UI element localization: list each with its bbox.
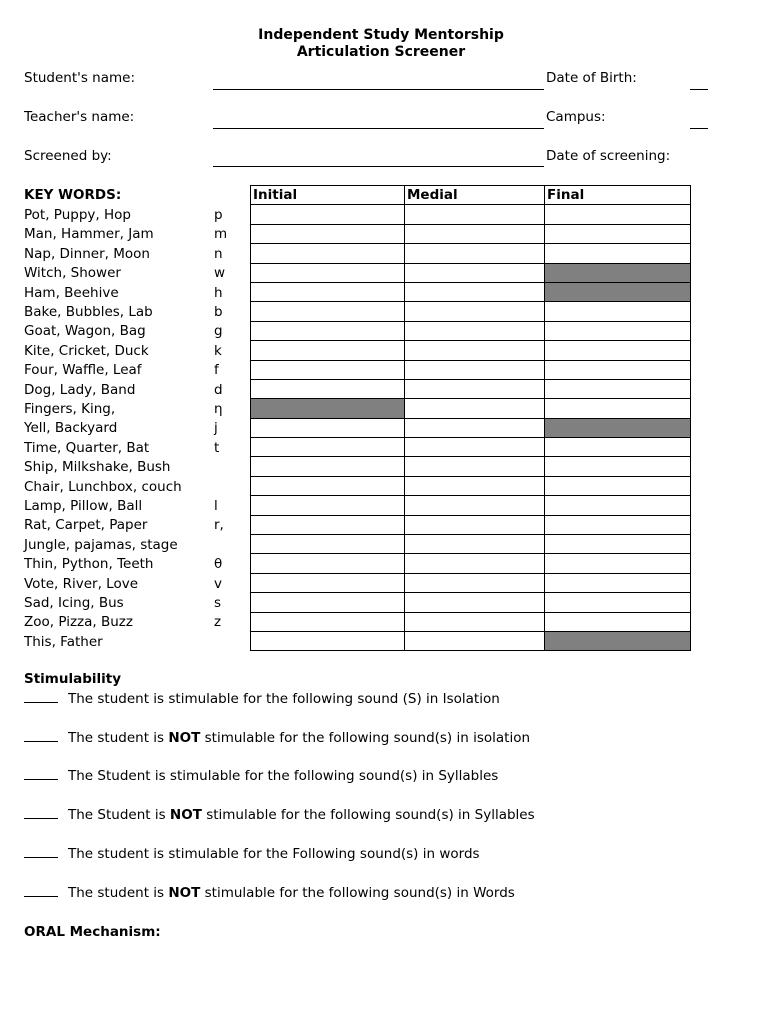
table-header-row: [251, 186, 691, 205]
stimulability-item: [24, 807, 535, 823]
sound-symbol: g: [214, 323, 223, 340]
table-row: [251, 321, 691, 340]
cell-medial[interactable]: [405, 612, 545, 631]
cell-initial[interactable]: [251, 360, 405, 379]
sound-symbol: b: [214, 304, 223, 320]
table-row: [251, 205, 691, 224]
cell-final[interactable]: [545, 496, 691, 515]
cell-final[interactable]: [545, 457, 691, 476]
table-row: [251, 457, 691, 476]
key-word-row: Kite, Cricket, Duck: [24, 342, 149, 359]
cell-final: [545, 282, 691, 301]
cell-final[interactable]: [545, 535, 691, 554]
cell-medial[interactable]: [405, 321, 545, 340]
sound-symbol: η: [214, 401, 223, 417]
key-word-row: Sad, Icing, Bus: [24, 595, 124, 611]
screened-by-field[interactable]: [213, 166, 544, 167]
key-word-row: Ham, Beehive: [24, 284, 119, 301]
cell-initial[interactable]: [251, 438, 405, 457]
table-row: [251, 418, 691, 437]
check-blank[interactable]: [24, 692, 58, 703]
cell-final[interactable]: [545, 399, 691, 418]
table-row: [251, 263, 691, 282]
key-word-row: Fingers, King,: [24, 401, 116, 417]
cell-final[interactable]: [545, 476, 691, 495]
cell-final[interactable]: [545, 341, 691, 360]
table-row: [251, 341, 691, 360]
cell-initial[interactable]: [251, 224, 405, 243]
cell-initial[interactable]: [251, 379, 405, 398]
key-word-row: Four, Waffle, Leaf: [24, 362, 142, 379]
sound-symbol: h: [214, 284, 223, 301]
cell-final[interactable]: [545, 321, 691, 340]
cell-initial[interactable]: [251, 631, 405, 650]
key-word-row: Zoo, Pizza, Buzz: [24, 614, 133, 631]
cell-initial[interactable]: [251, 457, 405, 476]
table-row: [251, 379, 691, 398]
cell-final[interactable]: [545, 205, 691, 224]
cell-final[interactable]: [545, 224, 691, 243]
table-row: [251, 282, 691, 301]
cell-final[interactable]: [545, 554, 691, 573]
cell-final[interactable]: [545, 244, 691, 263]
cell-initial[interactable]: [251, 244, 405, 263]
key-word-row: Jungle, pajamas, stage: [24, 536, 178, 553]
cell-final[interactable]: [545, 360, 691, 379]
table-row: [251, 515, 691, 534]
sound-symbol: j: [214, 420, 218, 437]
table-row: [251, 554, 691, 573]
cell-medial[interactable]: [405, 496, 545, 515]
campus-label: Campus:: [546, 109, 606, 125]
key-word-row: Thin, Python, Teeth: [24, 556, 154, 573]
table-row: [251, 573, 691, 592]
sound-symbol: v: [214, 575, 222, 592]
sound-symbol: p: [214, 207, 223, 223]
cell-final[interactable]: [545, 612, 691, 631]
key-word-row: Ship, Milkshake, Bush: [24, 459, 171, 476]
column-header-medial: Medial: [405, 186, 545, 205]
cell-final[interactable]: [545, 573, 691, 592]
cell-initial[interactable]: [251, 418, 405, 437]
table-row: [251, 612, 691, 631]
stimulability-text: The Student is: [68, 807, 170, 823]
date-of-screening-label: Date of screening:: [546, 148, 671, 164]
table-row: [251, 496, 691, 515]
cell-initial: [251, 399, 405, 418]
table-row: [251, 244, 691, 263]
table-row: [251, 535, 691, 554]
cell-medial[interactable]: [405, 205, 545, 224]
document-title-line1: Independent Study Mentorship: [258, 27, 504, 43]
oral-mechanism-heading: ORAL Mechanism:: [24, 924, 161, 940]
cell-final[interactable]: [545, 438, 691, 457]
cell-medial[interactable]: [405, 593, 545, 612]
cell-initial[interactable]: [251, 535, 405, 554]
key-word-row: Bake, Bubbles, Lab: [24, 304, 153, 320]
check-blank[interactable]: [24, 808, 58, 819]
cell-initial[interactable]: [251, 282, 405, 301]
sound-symbol: t: [214, 439, 220, 456]
sound-symbol: s: [214, 595, 222, 611]
cell-medial[interactable]: [405, 476, 545, 495]
sound-symbol: θ: [214, 556, 223, 573]
check-blank[interactable]: [24, 886, 58, 897]
document-title-line2: Articulation Screener: [296, 44, 466, 60]
cell-medial[interactable]: [405, 379, 545, 398]
sound-symbol: z: [214, 614, 222, 631]
cell-initial[interactable]: [251, 496, 405, 515]
key-word-row: Time, Quarter, Bat: [24, 439, 150, 456]
key-word-row: Dog, Lady, Band: [24, 381, 136, 398]
cell-medial[interactable]: [405, 418, 545, 437]
check-blank[interactable]: [24, 769, 58, 780]
stimulability-heading: Stimulability: [24, 671, 122, 687]
table-row: [251, 438, 691, 457]
cell-medial[interactable]: [405, 631, 545, 650]
sound-symbol: m: [214, 226, 228, 243]
key-word-row: This, Father: [24, 633, 103, 650]
column-header-final: Final: [545, 186, 691, 205]
check-blank[interactable]: [24, 731, 58, 742]
table-row: [251, 360, 691, 379]
cell-initial[interactable]: [251, 341, 405, 360]
stimulability-item: [24, 885, 515, 901]
cell-final[interactable]: [545, 593, 691, 612]
date-of-birth-label: Date of Birth:: [546, 70, 637, 86]
cell-initial[interactable]: [251, 573, 405, 592]
cell-initial[interactable]: [251, 205, 405, 224]
cell-medial[interactable]: [405, 360, 545, 379]
key-word-row: Nap, Dinner, Moon: [24, 245, 150, 262]
cell-final[interactable]: [545, 379, 691, 398]
key-word-row: Yell, Backyard: [24, 420, 118, 437]
sound-symbol: f: [214, 362, 219, 379]
sound-symbol: w: [214, 265, 226, 282]
cell-initial[interactable]: [251, 593, 405, 612]
stimulability-text: The student is stimulable for the following sound (S) in Isolation: [68, 691, 500, 707]
teacher-name-field[interactable]: [213, 128, 544, 129]
cell-initial[interactable]: [251, 302, 405, 321]
key-word-row: Witch, Shower: [24, 265, 121, 282]
sound-symbol: r,: [214, 517, 224, 534]
date-of-birth-field[interactable]: [690, 89, 708, 90]
cell-initial[interactable]: [251, 554, 405, 573]
sound-symbol: d: [214, 381, 223, 398]
key-word-row: Pot, Puppy, Hop: [24, 207, 131, 223]
stimulability-text: The student is: [68, 885, 169, 901]
student-name-field[interactable]: [213, 89, 544, 90]
sound-symbol: n: [214, 245, 223, 262]
teacher-name-label: Teacher's name:: [24, 109, 135, 125]
cell-medial[interactable]: [405, 341, 545, 360]
cell-medial[interactable]: [405, 535, 545, 554]
stimulability-text-end: stimulable for the following sound(s) in isolation: [200, 730, 531, 746]
cell-medial[interactable]: [405, 573, 545, 592]
check-blank[interactable]: [24, 847, 58, 858]
stimulability-item: [24, 730, 530, 746]
stimulability-text: The Student is stimulable for the following sound(s) in Syllables: [68, 768, 499, 784]
cell-initial[interactable]: [251, 321, 405, 340]
table-row: [251, 302, 691, 321]
key-word-row: Rat, Carpet, Paper: [24, 517, 148, 534]
sound-symbol: k: [214, 342, 222, 359]
key-word-row: Goat, Wagon, Bag: [24, 323, 146, 340]
key-word-row: Chair, Lunchbox, couch: [24, 478, 182, 495]
stimulability-item: [24, 691, 500, 707]
sound-symbol: l: [214, 498, 218, 514]
cell-medial[interactable]: [405, 457, 545, 476]
stimulability-item: [24, 768, 498, 784]
table-row: [251, 476, 691, 495]
key-words-heading: KEY WORDS:: [24, 187, 122, 203]
screened-by-label: Screened by:: [24, 148, 112, 164]
cell-medial[interactable]: [405, 399, 545, 418]
key-word-row: Vote, River, Love: [24, 575, 139, 592]
cell-initial[interactable]: [251, 515, 405, 534]
column-header-initial: Initial: [251, 186, 405, 205]
stimulability-item: [24, 846, 480, 862]
key-word-row: Lamp, Pillow, Ball: [24, 498, 143, 514]
stimulability-text-end: stimulable for the following sound(s) in Words: [200, 885, 515, 901]
campus-field[interactable]: [690, 128, 708, 129]
cell-final: [545, 418, 691, 437]
cell-final[interactable]: [545, 515, 691, 534]
not-emphasis: NOT: [169, 807, 202, 823]
cell-medial[interactable]: [405, 438, 545, 457]
cell-final: [545, 631, 691, 650]
not-emphasis: NOT: [168, 885, 201, 901]
cell-medial[interactable]: [405, 263, 545, 282]
cell-final[interactable]: [545, 302, 691, 321]
cell-medial[interactable]: [405, 302, 545, 321]
student-name-label: Student's name:: [24, 70, 136, 86]
cell-final: [545, 263, 691, 282]
key-word-row: Man, Hammer, Jam: [24, 226, 154, 243]
cell-initial[interactable]: [251, 263, 405, 282]
cell-medial[interactable]: [405, 244, 545, 263]
cell-initial[interactable]: [251, 476, 405, 495]
not-emphasis: NOT: [168, 730, 201, 746]
stimulability-text-end: stimulable for the following sound(s) in Syllables: [201, 807, 535, 823]
cell-medial[interactable]: [405, 282, 545, 301]
screening-table: [250, 185, 691, 651]
table-row: [251, 224, 691, 243]
cell-medial[interactable]: [405, 515, 545, 534]
cell-medial[interactable]: [405, 554, 545, 573]
cell-medial[interactable]: [405, 224, 545, 243]
stimulability-text: The student is stimulable for the Following sound(s) in words: [68, 846, 480, 862]
table-row: [251, 631, 691, 650]
stimulability-text: The student is: [68, 730, 169, 746]
table-row: [251, 399, 691, 418]
table-row: [251, 593, 691, 612]
cell-initial[interactable]: [251, 612, 405, 631]
